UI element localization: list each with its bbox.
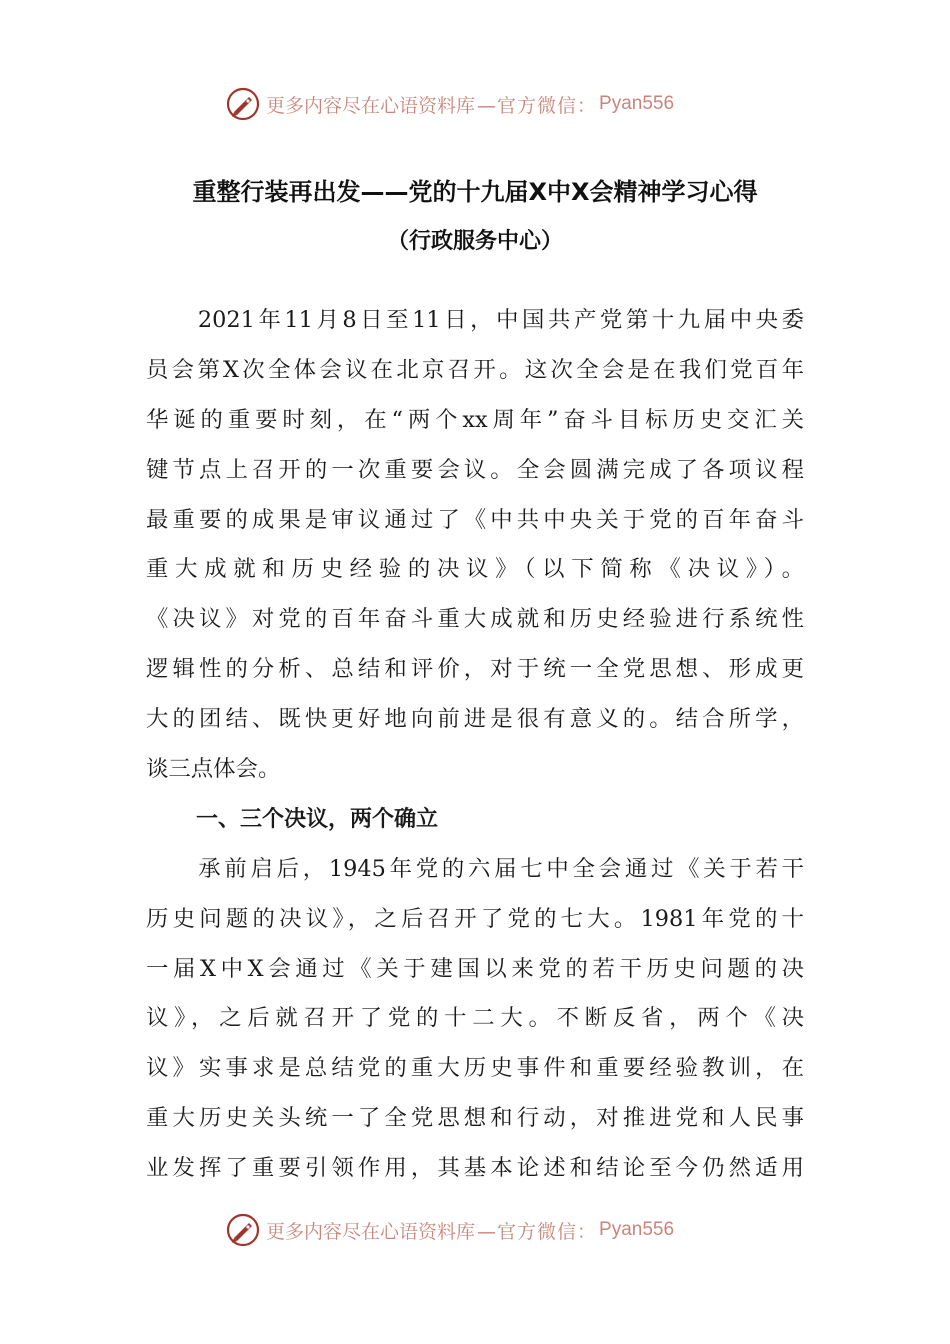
body-line: 逻辑性的分析、总结和评价，对于统一全党思想、形成更 [146, 656, 804, 683]
watermark-account: Pyan556 [599, 93, 675, 114]
document-body [146, 296, 804, 1194]
body-line: 最重要的成果是审议通过了《中共中央关于党的百年奋斗 [146, 506, 804, 533]
section-heading: 一、三个决议，两个确立 [196, 806, 439, 832]
body-line: 键节点上召开的一次重要会议。全会圆满完成了各项议程 [146, 456, 804, 483]
section-line: 历史问题的决议》，之后召开了党的七大。1981年党的十 [146, 905, 804, 932]
body-line: 谈三点体会。 [146, 756, 281, 783]
section-line: 议》实事求是总结党的重大历史事件和重要经验教训，在 [146, 1055, 804, 1082]
body-line: 员会第X次全体会议在北京召开。这次全会是在我们党百年 [146, 356, 804, 383]
body-line: 2021年11月8日至11日，中国共产党第十九届中央委 [146, 307, 804, 333]
document-title: 重整行装再出发——党的十九届X中X会精神学习心得 [192, 178, 758, 206]
body-line: 华诞的重要时刻，在“两个xx周年”奋斗目标历史交汇关 [146, 406, 804, 433]
section-line: 重大历史关头统一了全党思想和行动，对推进党和人民事 [146, 1105, 804, 1132]
watermark-banner-bottom [226, 1212, 674, 1248]
section-line: 议》，之后就召开了党的十二大。不断反省，两个《决 [146, 1005, 804, 1032]
body-line: 大的团结、既快更好地向前进是很有意义的。结合所学， [146, 706, 804, 733]
watermark-sub-text: —官方微信： [477, 1220, 598, 1243]
watermark-main-text: 更多内容尽在心语资料库 [266, 1220, 476, 1243]
section-line: 承前启后，1945年党的六届七中全会通过《关于若干 [146, 855, 804, 882]
watermark-sub-text: —官方微信： [477, 94, 598, 117]
section-line: 业发挥了重要引领作用，其基本论述和结论至今仍然适用 [146, 1155, 804, 1182]
pen-logo-icon [226, 1213, 260, 1247]
watermark-main-text: 更多内容尽在心语资料库 [266, 94, 476, 117]
section-line: 一届X中X会通过《关于建国以来党的若干历史问题的决 [146, 955, 804, 982]
document-subtitle: （行政服务中心） [386, 229, 563, 254]
body-line: 《决议》对党的百年奋斗重大成就和历史经验进行系统性 [146, 606, 804, 633]
watermark-banner-top [226, 86, 674, 122]
pen-logo-icon [226, 87, 260, 121]
body-line: 重大成就和历史经验的决议》（以下简称《决议》）。 [146, 556, 804, 583]
watermark-account: Pyan556 [599, 1219, 675, 1240]
